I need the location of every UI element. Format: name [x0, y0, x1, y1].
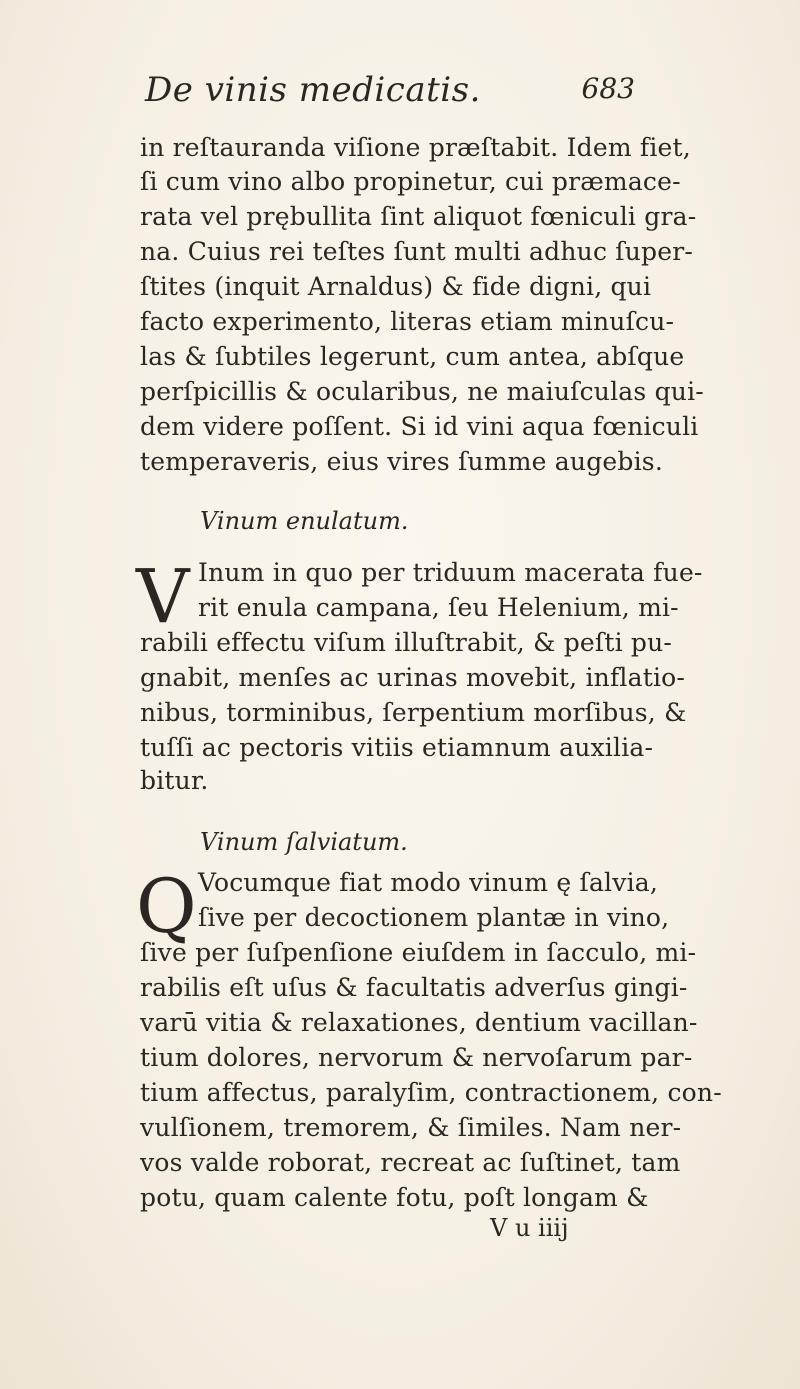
- text-line: vulſionem, tremorem, & ſimiles. Nam ner-: [140, 1113, 682, 1142]
- drop-cap: Q: [136, 864, 197, 950]
- text-line: gnabit, menſes ac urinas movebit, inflatio-: [140, 663, 686, 692]
- section-heading-salviatum: Vinum ſalviatum.: [200, 828, 408, 856]
- signature-mark: V u iiij: [490, 1214, 569, 1242]
- drop-cap: V: [136, 554, 190, 640]
- text-line: facto experimento, literas etiam minuſcu-: [140, 307, 675, 336]
- text-line: tium affectus, paralyſim, contractionem, con-: [140, 1078, 722, 1107]
- text-line: ſtites (inquit Arnaldus) & fide digni, qui: [140, 272, 652, 301]
- text-line: tium dolores, nervorum & nervoſarum par-: [140, 1043, 693, 1072]
- text-line: rabilis eſt uſus & facultatis adverſus gingi-: [140, 973, 688, 1002]
- text-line: dem videre poſſent. Si id vini aqua fœniculi: [140, 412, 699, 441]
- text-line: nibus, torminibus, ſerpentium morſibus, &: [140, 698, 687, 727]
- text-line: Vocumque fiat modo vinum ę ſalvia,: [198, 868, 659, 897]
- text-line: rit enula campana, ſeu Helenium, mi-: [198, 593, 679, 622]
- section-heading-enulatum: Vinum enulatum.: [200, 507, 409, 535]
- text-line: ſi cum vino albo propinetur, cui præmace-: [140, 167, 681, 196]
- text-line: vos valde roborat, recreat ac ſuſtinet, tam: [140, 1148, 681, 1177]
- text-line: potu, quam calente fotu, poſt longam &: [140, 1183, 649, 1212]
- text-line: ſive per ſuſpenſione eiuſdem in ſacculo, mi-: [140, 938, 697, 967]
- text-line: bitur.: [140, 766, 209, 795]
- text-line: rata vel prębullita ſint aliquot fœniculi gra-: [140, 202, 697, 231]
- text-line: temperaveris, eius vires ſumme augebis.: [140, 447, 663, 476]
- text-line: perſpicillis & ocularibus, ne maiuſculas qui-: [140, 377, 704, 406]
- page-number: 683: [581, 72, 635, 105]
- page-header: [145, 70, 635, 118]
- text-line: tuſſi ac pectoris vitiis etiamnum auxilia-: [140, 733, 654, 762]
- text-line: na. Cuius rei teſtes ſunt multi adhuc ſuper-: [140, 237, 694, 266]
- text-line: Inum in quo per triduum macerata fue-: [198, 558, 703, 587]
- text-line: ſive per decoctionem plantæ in vino,: [198, 903, 670, 932]
- text-line: varū vitia & relaxationes, dentium vacillan-: [140, 1008, 698, 1037]
- text-line: in reſtauranda viſione præſtabit. Idem fiet,: [140, 133, 691, 162]
- text-line: rabili effectu viſum illuſtrabit, & peſti pu-: [140, 628, 673, 657]
- text-line: las & ſubtiles legerunt, cum antea, abſque: [140, 342, 685, 371]
- running-title: De vinis medicatis.: [145, 70, 481, 110]
